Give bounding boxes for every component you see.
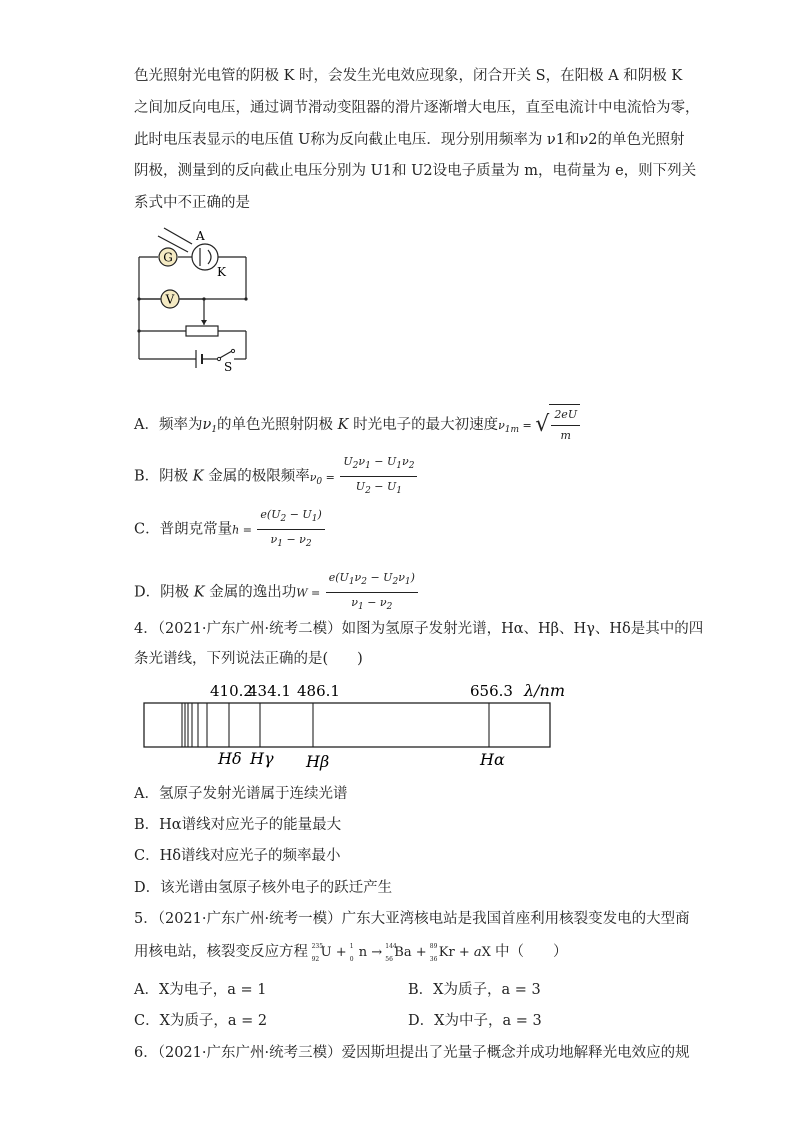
q4-option-c: C．Hδ谱线对应光子的频率最小 <box>134 848 341 864</box>
switch-label: S <box>224 360 233 374</box>
q5-option-a: A．X为电子，a = 1 <box>134 982 267 998</box>
q3-option-a-formula: √ $\frac{2eU}{m}$ <box>535 404 580 446</box>
q5-stem-suffix: 中（ ） <box>495 944 568 960</box>
q3-option-b-text2: 金属的极限频率 <box>208 468 310 485</box>
q3-option-c-formula: $\frac{e(U_2 - U_1)}{\nu_1 - \nu_2}$ <box>257 505 324 554</box>
q3-stem-line-5: 系式中不正确的是 <box>134 195 250 211</box>
q5-option-d: D．X为中子，a = 3 <box>408 1013 542 1029</box>
h-beta-label: Hβ <box>306 752 330 771</box>
wavelength-label-410: 410.2 <box>210 682 253 700</box>
q3-option-d: D．阴极 K 金属的逸出功W = $\frac{e(U_1\nu_2 - U_2\nu_1)}{\nu_1 - \nu_2}$ <box>134 568 420 617</box>
h-gamma-label: Hγ <box>250 749 274 768</box>
q3-option-a-text: A．频率为 <box>134 417 203 433</box>
voltmeter-label: V <box>165 292 175 307</box>
q4-stem-line-1: 4．（2021·广东广州·统考二模）如图为氢原子发射光谱，Hα、Hβ、Hγ、Hδ是其中的四 <box>134 621 704 637</box>
anode-label: A <box>196 229 205 243</box>
photoelectric-circuit-diagram <box>134 224 264 374</box>
q3-option-c: C．普朗克常量h = $\frac{e(U_2 - U_1)}{\nu_1 - \nu_2}$ <box>134 505 327 554</box>
wavelength-unit-label: λ/nm <box>524 681 566 700</box>
q4-option-a: A．氢原子发射光谱属于连续光谱 <box>134 786 348 802</box>
fission-equation: 235 92 U + 1 0 n → 144 56 Ba + 89 36 Kr + aX <box>311 943 496 963</box>
q4-stem-line-2: 条光谱线，下列说法正确的是( ) <box>134 651 363 667</box>
galvanometer-label: G <box>163 250 173 265</box>
q5-stem-line-1: 5．（2021·广东广州·统考一模）广东大亚湾核电站是我国首座利用核裂变发电的大型商 <box>134 911 690 927</box>
q3-option-b-formula: $\frac{U_2\nu_1 - U_1\nu_2}{U_2 - U_1}$ <box>340 452 417 501</box>
cathode-label: K <box>217 265 226 279</box>
hydrogen-spectrum-diagram <box>140 676 580 776</box>
q3-stem-line-3: 此时电压表显示的电压值 U称为反向截止电压．现分别用频率为 ν1和ν2的单色光照射 <box>134 132 685 148</box>
q3-option-a-text3: 时光电子的最大初速度 <box>353 417 499 433</box>
wavelength-label-434: 434.1 <box>248 682 291 700</box>
wavelength-label-486: 486.1 <box>297 682 340 700</box>
h-alpha-label: Hα <box>480 750 505 769</box>
wavelength-label-656: 656.3 <box>470 682 513 700</box>
h-delta-label: Hδ <box>218 749 242 768</box>
q3-option-b: B．阴极 K 金属的极限频率$\nu_0$ = $\frac{U_2\nu_1 - U_1\nu_2}{U_2 - U_1}$ <box>134 452 419 501</box>
q3-option-b-text: B．阴极 <box>134 468 189 485</box>
q3-option-c-text: C．普朗克常量 <box>134 521 233 538</box>
q5-option-b: B．X为质子，a = 3 <box>408 982 541 998</box>
q3-option-d-text2: 金属的逸出功 <box>209 584 297 601</box>
q3-stem-line-1: 色光照射光电管的阴极 K 时，会发生光电效应现象，闭合开关 S，在阳极 A 和阴极 K <box>134 68 683 84</box>
q5-stem-prefix: 用核电站，核裂变反应方程 <box>134 944 308 960</box>
q3-option-d-text: D．阴极 <box>134 584 190 601</box>
q5-stem-line-2 <box>134 942 568 963</box>
q3-option-d-formula: $\frac{e(U_1\nu_2 - U_2\nu_1)}{\nu_1 - \nu_2}$ <box>326 568 418 617</box>
q3-option-a-text2: 的单色光照射阴极 <box>217 417 334 433</box>
q3-option-a: A．频率为$\nu_1$的单色光照射阴极 K 时光电子的最大初速度$\nu_{1m}$ = √ $\frac{2eU}{m}$ <box>134 404 580 446</box>
q3-stem-line-2: 之间加反向电压，通过调节滑动变阻器的滑片逐渐增大电压，直至电流计中电流恰为零， <box>134 100 700 116</box>
q4-option-d: D．该光谱由氢原子核外电子的跃迁产生 <box>134 880 393 896</box>
q3-stem-line-4: 阴极，测量到的反向截止电压分别为 U1和 U2设电子质量为 m，电荷量为 e，则下列关 <box>134 163 697 179</box>
q5-option-c: C．X为质子，a = 2 <box>134 1013 268 1029</box>
q6-stem-line-1: 6．（2021·广东广州·统考三模）爱因斯坦提出了光量子概念并成功地解释光电效应的规 <box>134 1045 690 1061</box>
q4-option-b: B．Hα谱线对应光子的能量最大 <box>134 817 342 833</box>
